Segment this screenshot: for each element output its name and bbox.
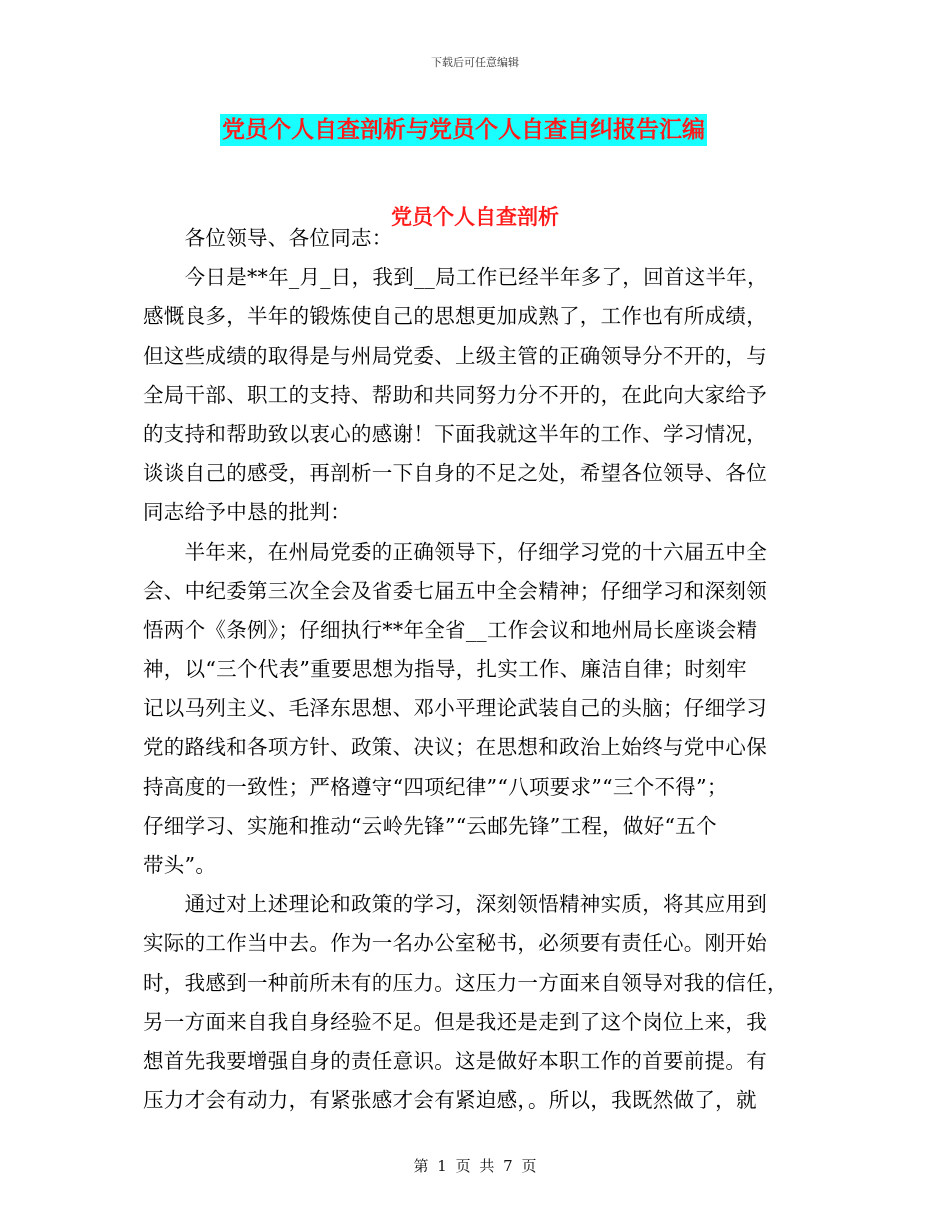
text-line: 压力才会有动力，有紧张感才会有紧迫感，。所以，我既然做了，就 xyxy=(143,1088,757,1113)
text-line: 感慨良多，半年的锻炼使自己的思想更加成熟了，工作也有所成绩， xyxy=(143,304,767,329)
text-line: 时，我感到一种前所未有的压力。这压力一方面来自领导对我的信任， xyxy=(143,970,788,995)
text-line: 悟两个《条例》；仔细执行**年全省__工作会议和地州局长座谈会精 xyxy=(143,617,758,642)
text-line: 持高度的一致性；严格遵守“四项纪律”“八项要求”“三个不得”； xyxy=(143,774,728,799)
text-line: 实际的工作当中去。作为一名办公室秘书，必须要有责任心。刚开始 xyxy=(143,931,767,956)
text-line: 谈谈自己的感受，再剖析一下自身的不足之处，希望各位领导、各位 xyxy=(143,461,767,486)
text-line: 神，以“三个代表”重要思想为指导，扎实工作、廉洁自律；时刻牢 xyxy=(143,657,747,682)
body-text xyxy=(143,219,800,1120)
text-line: 各位领导、各位同志： xyxy=(143,226,393,250)
text-line: 记以马列主义、毛泽东思想、邓小平理论武装自己的头脑；仔细学习 xyxy=(143,696,767,721)
text-line: 想首先我要增强自身的责任意识。这是做好本职工作的首要前提。有 xyxy=(143,1048,767,1073)
text-line: 同志给予中恳的批判： xyxy=(143,500,351,525)
text-line: 通过对上述理论和政策的学习，深刻领悟精神实质，将其应用到 xyxy=(143,892,767,917)
header-note: 下载后可任意编辑 xyxy=(431,56,519,69)
text-line: 仔细学习、实施和推动“云岭先锋”“云邮先锋”工程，做好“五个 xyxy=(143,813,717,838)
text-line: 带头”。 xyxy=(143,853,217,877)
text-line: 今日是**年_月_日，我到__局工作已经半年多了，回首这半年， xyxy=(143,265,768,290)
text-line: 全局干部、职工的支持、帮助和共同努力分不开的，在此向大家给予 xyxy=(143,382,767,407)
document-title: 党员个人自查剖析与党员个人自查自纠报告汇编 xyxy=(220,114,707,146)
page-footer: 第 1 页 共 7 页 xyxy=(413,1157,537,1175)
text-line: 的支持和帮助致以衷心的感谢！下面我就这半年的工作、学习情况， xyxy=(143,421,767,446)
section-title: 党员个人自查剖析 xyxy=(391,205,559,229)
text-line: 另一方面来自我自身经验不足。但是我还是走到了这个岗位上来，我 xyxy=(143,1009,767,1034)
text-line: 党的路线和各项方针、政策、决议；在思想和政治上始终与党中心保 xyxy=(143,735,767,760)
text-line: 但这些成绩的取得是与州局党委、上级主管的正确领导分不开的，与 xyxy=(143,343,767,368)
text-line: 会、中纪委第三次全会及省委七届五中全会精神；仔细学习和深刻领 xyxy=(143,578,767,603)
text-line: 半年来，在州局党委的正确领导下，仔细学习党的十六届五中全 xyxy=(143,539,767,564)
